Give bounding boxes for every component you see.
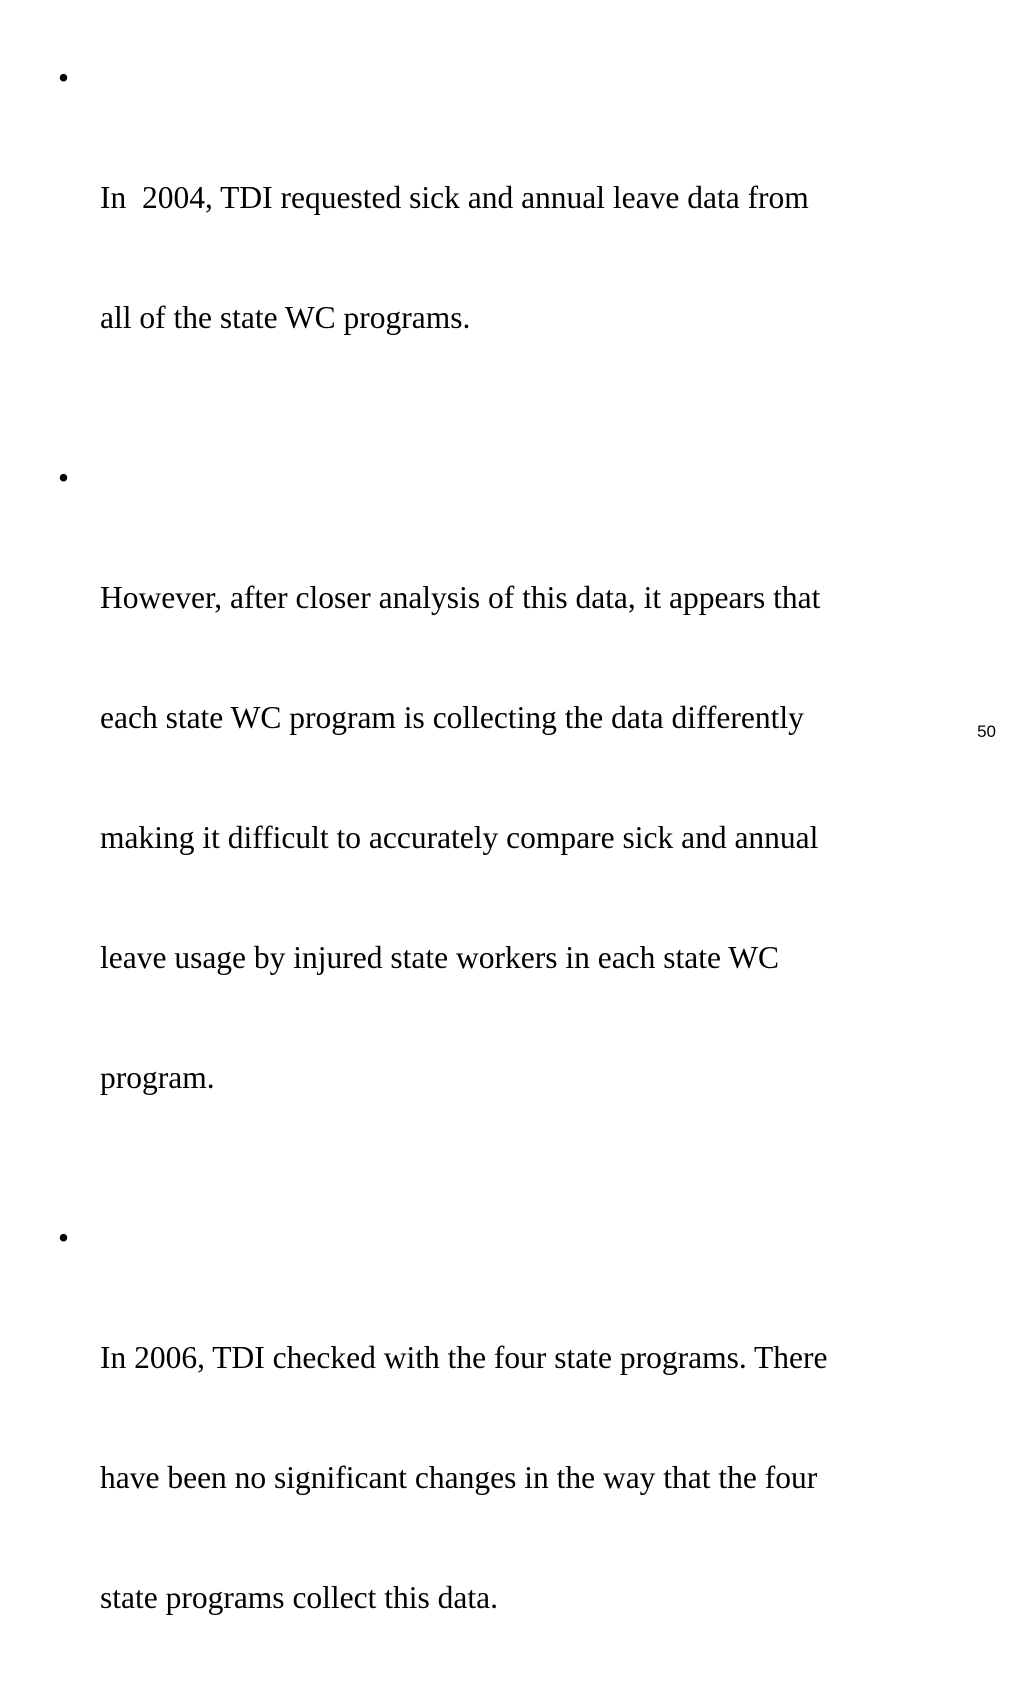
- bullet-line: program.: [100, 1060, 215, 1095]
- bullet-line: In 2006, TDI checked with the four state programs. There: [100, 1340, 828, 1375]
- bullet-line: all of the state WC programs.: [100, 300, 471, 335]
- bullet-line: making it difficult to accurately compare sick and annual: [100, 820, 819, 855]
- bullet-item: [58, 1218, 978, 1698]
- bullet-marker: •: [58, 460, 70, 495]
- bullet-item: [58, 58, 978, 418]
- slide-number: 50: [977, 722, 996, 741]
- bullet-line: leave usage by injured state workers in each state WC: [100, 940, 780, 975]
- bullet-line: state programs collect this data.: [100, 1580, 498, 1615]
- bullet-marker: •: [58, 1220, 70, 1255]
- bullet-line: have been no significant changes in the way that the four: [100, 1460, 818, 1495]
- bullet-list: [58, 58, 978, 1698]
- bullet-line: In 2004, TDI requested sick and annual leave data from: [100, 180, 809, 215]
- bullet-line: However, after closer analysis of this data, it appears that: [100, 580, 821, 615]
- bullet-marker: •: [58, 60, 70, 95]
- bullet-item: [58, 458, 978, 1178]
- bullet-line: each state WC program is collecting the data differently: [100, 700, 804, 735]
